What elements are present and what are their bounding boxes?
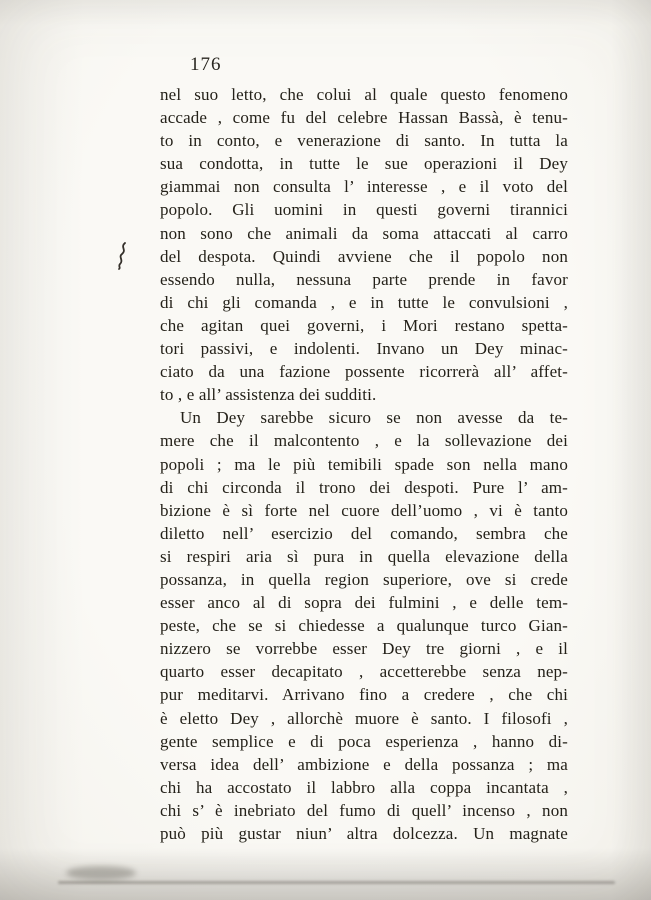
text-line: chi ha accostato il labbro alla coppa incantata , [160,777,568,797]
text-line: quarto esser decapitato , accetterebbe senza nep- [160,662,568,682]
text-line: nel suo letto, che colui al quale questo fenomeno [160,85,568,104]
text-line: versa idea dell’ ambizione e della possanza ; ma [160,754,568,774]
text-line: gente semplice e di poca esperienza , hanno di- [160,731,568,751]
text-line: si respiri aria sì pura in quella elevazione della [160,546,568,566]
page-edge-shading-left [0,0,84,900]
paragraph [160,83,568,406]
text-line: possanza, in quella region superiore, ove si crede [160,569,568,589]
page-edge-shading-top [0,0,651,26]
text-line: tori passivi, e indolenti. Invano un Dey minac- [160,339,568,359]
text-line: nizzero se vorrebbe esser Dey tre giorni , e il [160,639,568,659]
text-line: bizione è sì forte nel cuore dell’uomo , vi è tanto [160,500,568,520]
text-line: popolo. Gli uomini in questi governi tirannici [160,200,568,220]
text-line: diletto nell’ esercizio del comando, sembra che [160,523,568,543]
text-line: popoli ; ma le più temibili spade son nella mano [160,454,568,474]
page-bottom-shadow-blotch [66,866,136,880]
paragraph [160,406,568,845]
text-line: giammai non consulta l’ interesse , e il voto del [160,177,568,197]
handwritten-margin-mark [114,242,132,270]
text-line: chi s’ è inebriato del fumo di quell’ incenso , non [160,800,568,820]
text-line: non sono che animali da soma attaccati al carro [160,223,568,243]
text-line: to in conto, e venerazione di santo. In tutta la [160,131,568,151]
page-edge-shadow-bottom [0,848,651,900]
text-line: sua condotta, in tutte le sue operazioni il Dey [160,154,568,174]
text-line: è eletto Dey , allorchè muore è santo. I filosofi , [160,708,568,728]
page-number: 176 [190,54,222,75]
text-line: essendo nulla, nessuna parte prende in favor [160,269,568,289]
text-line: di chi circonda il trono dei despoti. Pure l’ am- [160,477,568,497]
ink-squiggle-icon [114,242,132,270]
text-line: del despota. Quindi avviene che il popolo non [160,246,568,266]
text-line: esser anco al di sopra dei fulmini , e delle tem- [160,593,568,613]
text-line: mere che il malcontento , e la sollevazione dei [160,431,568,451]
page-bottom-edge-line [58,881,615,884]
text-line: peste, che se si chiedesse a qualunque turco Gian- [160,616,568,636]
text-line: ciato da una fazione possente ricorrerà all’ affet- [160,362,568,382]
text-line: accade , come fu del celebre Hassan Bassà, è tenu- [160,108,568,128]
body-text [160,83,568,845]
text-line: pur meditarvi. Arrivano fino a credere , che chi [160,685,568,705]
text-line: to , e all’ assistenza dei sudditi. [160,385,377,405]
text-line: di chi gli comanda , e in tutte le convulsioni , [160,292,568,312]
text-line: che agitan quei governi, i Mori restano spetta- [160,315,568,335]
page-edge-shading-right [611,0,651,900]
text-line: Un Dey sarebbe sicuro se non avesse da te- [180,408,568,428]
text-line: può più gustar niun’ altra dolcezza. Un magnate [160,824,568,843]
